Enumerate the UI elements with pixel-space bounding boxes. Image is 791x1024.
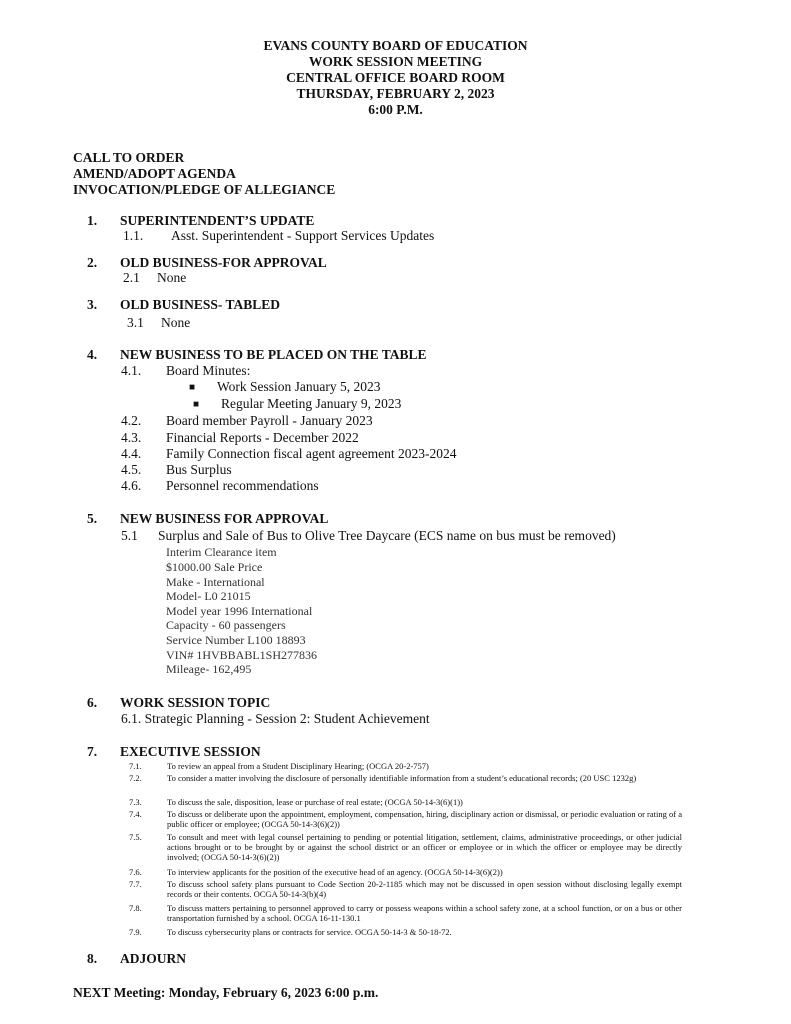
item-7-3-number: 7.3. <box>129 797 142 807</box>
header-line-board: EVANS COUNTY BOARD OF EDUCATION <box>263 38 528 53</box>
item-7-8-text: To discuss matters pertaining to personnel approved to carry or possess weapons within a school safety zone, at a school function, or on a bus or other transportation furnished by a school. OCGA 16-11-130.1 <box>167 903 682 924</box>
item-4-3-number: 4.3. <box>121 430 142 445</box>
section-8-title: ADJOURN <box>120 951 186 966</box>
bus-detail-make: Make - International <box>166 575 265 589</box>
intro-invocation: INVOCATION/PLEDGE OF ALLEGIANCE <box>73 182 336 197</box>
item-6-1-text: 6.1. Strategic Planning - Session 2: Student Achievement <box>121 711 430 726</box>
item-4-6-text: Personnel recommendations <box>166 478 319 493</box>
item-7-1-number: 7.1. <box>129 761 142 771</box>
item-4-3-text: Financial Reports - December 2022 <box>166 430 359 445</box>
item-4-1-text: Board Minutes: <box>166 363 251 378</box>
item-7-7-number: 7.7. <box>129 879 142 889</box>
item-7-5-number: 7.5. <box>129 832 142 842</box>
header-line-location: CENTRAL OFFICE BOARD ROOM <box>286 70 505 85</box>
item-2-1-text: None <box>157 270 187 285</box>
item-7-2-number: 7.2. <box>129 773 142 783</box>
bus-detail-service-number: Service Number L100 18893 <box>166 633 306 647</box>
section-2-number: 2. <box>87 255 98 270</box>
item-7-9-number: 7.9. <box>129 927 142 937</box>
bus-detail-price: $1000.00 Sale Price <box>166 560 263 574</box>
minutes-work-session: Work Session January 5, 2023 <box>217 379 381 394</box>
item-4-5-text: Bus Surplus <box>166 462 232 477</box>
item-7-6-text: To interview applicants for the position of the executive head of an agency. (OCGA 50-14-3(6)(2)) <box>167 867 503 877</box>
item-4-2-text: Board member Payroll - January 2023 <box>166 413 373 428</box>
item-7-4-text: To discuss or deliberate upon the appointment, employment, compensation, hiring, disciplinary action or dismissal, or periodic evaluation or rating of a public officer or employee; (OCGA 50-14-3(6)(2)) <box>167 809 682 830</box>
section-4-number: 4. <box>87 347 98 362</box>
section-3-title: OLD BUSINESS- TABLED <box>120 297 281 312</box>
bus-detail-year: Model year 1996 International <box>166 604 313 618</box>
intro-call-to-order: CALL TO ORDER <box>73 150 185 165</box>
bus-detail-model: Model- L0 21015 <box>166 589 251 603</box>
item-1-1-number: 1.1. <box>123 228 144 243</box>
header-line-time: 6:00 P.M. <box>368 102 423 117</box>
intro-amend-agenda: AMEND/ADOPT AGENDA <box>73 166 236 181</box>
item-7-8-number: 7.8. <box>129 903 142 913</box>
item-7-6-number: 7.6. <box>129 867 142 877</box>
minutes-regular-meeting: Regular Meeting January 9, 2023 <box>221 396 402 411</box>
item-7-2-text: To consider a matter involving the disclosure of personally identifiable information from a student’s educational records; (20 USC 1232g) <box>167 773 637 783</box>
item-4-4-number: 4.4. <box>121 446 142 461</box>
bus-detail-mileage: Mileage- 162,495 <box>166 662 252 676</box>
item-1-1-text: Asst. Superintendent - Support Services Updates <box>171 228 435 243</box>
bullet-square-icon: ■ <box>193 399 200 410</box>
item-5-1-number: 5.1 <box>121 528 138 543</box>
section-2-title: OLD BUSINESS-FOR APPROVAL <box>120 255 327 270</box>
item-7-3-text: To discuss the sale, disposition, lease or purchase of real estate; (OCGA 50-14-3(6)(1)) <box>167 797 463 807</box>
item-4-2-number: 4.2. <box>121 413 142 428</box>
item-4-4-text: Family Connection fiscal agent agreement 2023-2024 <box>166 446 457 461</box>
item-2-1-number: 2.1 <box>123 270 140 285</box>
next-meeting: NEXT Meeting: Monday, February 6, 2023 6:00 p.m. <box>73 985 379 1000</box>
section-5-number: 5. <box>87 511 98 526</box>
section-7-number: 7. <box>87 744 98 759</box>
bullet-square-icon: ■ <box>189 382 196 393</box>
item-7-5-text: To consult and meet with legal counsel pertaining to pending or potential litigation, settlement, claims, administrative proceedings, or other judicial actions brought or to be brought by or against the school district or an officer or employee or in which the officer or employee may be directly involved; (OCGA 50-14-3(6)(2)) <box>167 832 682 863</box>
section-8-number: 8. <box>87 951 98 966</box>
header-line-meeting: WORK SESSION MEETING <box>308 54 483 69</box>
item-4-1-number: 4.1. <box>121 363 142 378</box>
section-3-number: 3. <box>87 297 98 312</box>
section-6-number: 6. <box>87 695 98 710</box>
section-4-title: NEW BUSINESS TO BE PLACED ON THE TABLE <box>120 347 427 362</box>
item-7-4-number: 7.4. <box>129 809 142 819</box>
item-7-7-text: To discuss school safety plans pursuant to Code Section 20-2-1185 which may not be discussed in open session without disclosing legally exempt records or their contents. OCGA 50-14-3(b)(4) <box>167 879 682 900</box>
bus-detail-vin: VIN# 1HVBBABL1SH277836 <box>166 648 318 662</box>
section-7-title: EXECUTIVE SESSION <box>120 744 261 759</box>
item-4-6-number: 4.6. <box>121 478 142 493</box>
item-3-1-number: 3.1 <box>127 315 144 330</box>
item-7-1-text: To review an appeal from a Student Disciplinary Hearing; (OCGA 20-2-757) <box>167 761 429 771</box>
item-7-9-text: To discuss cybersecurity plans or contracts for service. OCGA 50-14-3 & 50-18-72. <box>167 927 452 937</box>
section-1-number: 1. <box>87 213 98 228</box>
item-4-5-number: 4.5. <box>121 462 142 477</box>
section-5-title: NEW BUSINESS FOR APPROVAL <box>120 511 329 526</box>
bus-detail-capacity: Capacity - 60 passengers <box>166 618 286 632</box>
item-3-1-text: None <box>161 315 191 330</box>
header-line-date: THURSDAY, FEBRUARY 2, 2023 <box>296 86 495 101</box>
section-6-title: WORK SESSION TOPIC <box>120 695 271 710</box>
section-1-title: SUPERINTENDENT’S UPDATE <box>120 213 315 228</box>
bus-detail-clearance: Interim Clearance item <box>166 545 277 559</box>
item-5-1-text: Surplus and Sale of Bus to Olive Tree Daycare (ECS name on bus must be removed) <box>158 528 616 543</box>
